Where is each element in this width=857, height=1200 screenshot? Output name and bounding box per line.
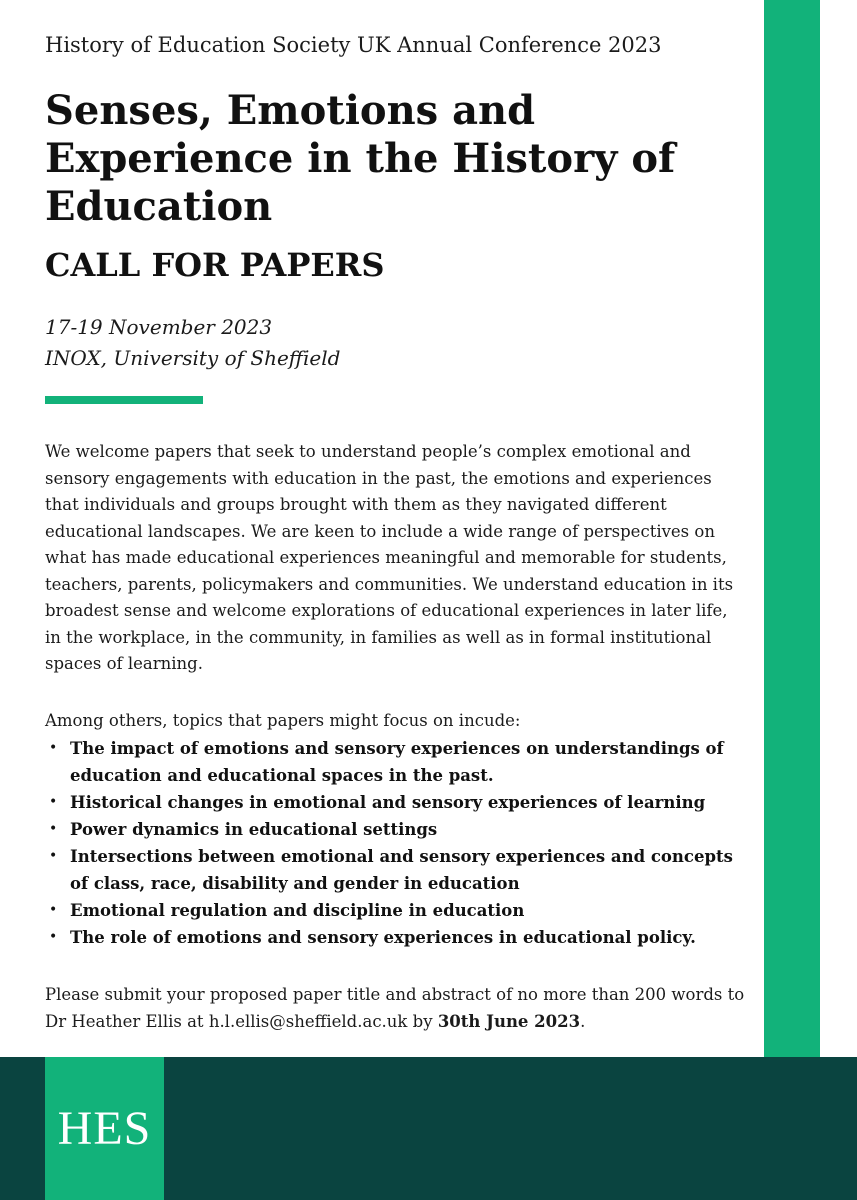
contact-email[interactable]: h.l.ellis@sheffield.ac.uk [208,1012,408,1031]
topic-text: Intersections between emotional and sensory experiences and concepts of class, race, disability and gender in education [70,847,733,893]
topics-lead: Among others, topics that papers might focus on incude: [45,711,521,730]
submission-deadline: 30th June 2023 [437,1012,581,1031]
list-item [45,897,745,924]
topic-text: Power dynamics in educational settings [70,820,438,839]
submission-by: by [407,1012,438,1031]
hes-logo-text: HES [57,1101,152,1155]
list-item [45,735,745,789]
topic-text: The role of emotions and sensory experiences in educational policy. [70,928,696,947]
conference-venue: INOX, University of Sheffield [45,346,341,370]
topic-text: Historical changes in emotional and sensory experiences of learning [70,793,706,812]
topic-text: Emotional regulation and discipline in education [70,901,525,920]
bullet-icon: • [49,929,58,945]
submission-text: Please submit your proposed paper title and abstract of no more than 200 words to Dr Heather Ellis at [45,985,745,1031]
page-title: Senses, Emotions and Experience in the History of Education [45,87,676,230]
list-item [45,816,745,843]
intro-paragraph: We welcome papers that seek to understand people’s complex emotional and sensory engagements with education in the past, the emotions and experiences that individuals and groups brought with them as they navigated different educational landscapes. We are keen to include a wide range of perspectives on what has made educational experiences meaningful and memorable for students, teachers, parents, policymakers and communities. We understand education in its broadest sense and welcome explorations of educational experiences in later life, in the workplace, in the community, in families as well as in formal institutional spaces of learning. [45,442,734,673]
section-divider [45,396,203,404]
bullet-icon: • [49,740,58,756]
submission-end: . [580,1012,586,1031]
conference-date: 17-19 November 2023 [45,315,273,339]
list-item [45,789,745,816]
topics-list [45,735,745,951]
bullet-icon: • [49,794,58,810]
list-item [45,924,745,951]
topic-text: The impact of emotions and sensory experiences on understandings of education and educational spaces in the past. [70,739,724,785]
accent-stripe [764,0,820,1200]
hes-logo [45,1057,164,1200]
bullet-icon: • [49,821,58,837]
conference-name: History of Education Society UK Annual Conference 2023 [45,33,662,57]
bullet-icon: • [49,848,58,864]
submission-instructions [45,981,745,1035]
bullet-icon: • [49,902,58,918]
list-item [45,843,745,897]
call-for-papers-heading: CALL FOR PAPERS [45,246,385,284]
